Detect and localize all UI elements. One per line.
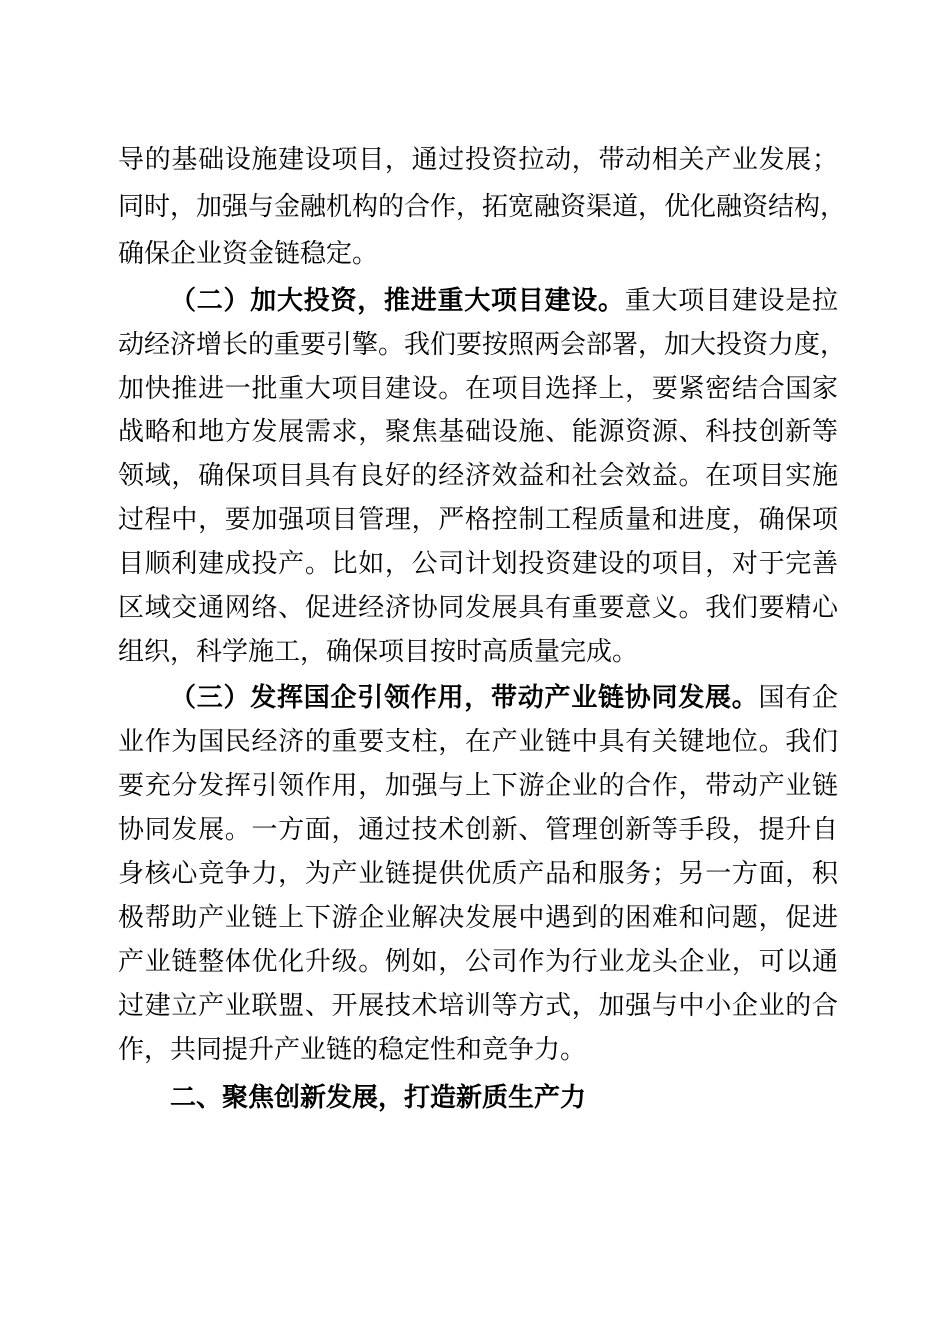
paragraph-heading: （三）发挥国企引领作用，带动产业链协同发展。: [170, 683, 759, 713]
text-line: 要充分发挥引领作用，加强与上下游企业的合作，带动产业链: [118, 771, 838, 801]
paragraph-first-line: [170, 283, 838, 319]
paragraph-first-line: [170, 680, 838, 716]
text-line: 动经济增长的重要引擎。我们要按照两会部署，加大投资力度，: [118, 330, 847, 360]
text-line: 协同发展。一方面，通过技术创新、管理创新等手段，提升自: [118, 815, 838, 845]
text-line: 确保企业资金链稳定。: [118, 239, 379, 269]
text-line: 作，共同提升产业链的稳定性和竞争力。: [118, 1035, 587, 1065]
text-line: 产业链整体优化升级。例如，公司作为行业龙头企业，可以通: [118, 947, 838, 977]
text-line: 业作为国民经济的重要支柱，在产业链中具有关键地位。我们: [118, 727, 838, 757]
text-line: 同时，加强与金融机构的合作，拓宽融资渠道，优化融资结构，: [118, 192, 847, 222]
text-line: 目顺利建成投产。比如，公司计划投资建设的项目，对于完善: [118, 549, 838, 579]
text-line: 导的基础设施建设项目，通过投资拉动，带动相关产业发展；: [118, 145, 838, 175]
text-line: 区域交通网络、促进经济协同发展具有重要意义。我们要精心: [118, 593, 838, 623]
text-line: 领域，确保项目具有良好的经济效益和社会效益。在项目实施: [118, 461, 838, 491]
text-line: 过建立产业联盟、开展技术培训等方式，加强与中小企业的合: [118, 991, 838, 1021]
text-line: 战略和地方发展需求，聚焦基础设施、能源资源、科技创新等: [118, 417, 838, 447]
text-line: 身核心竞争力，为产业链提供优质产品和服务；另一方面，积: [118, 859, 838, 889]
text-line: 过程中，要加强项目管理，严格控制工程质量和进度，确保项: [118, 505, 838, 535]
paragraph-heading: （二）加大投资，推进重大项目建设。: [170, 286, 625, 316]
section-heading: 二、聚焦创新发展，打造新质生产力: [170, 1083, 587, 1113]
text-line: 加快推进一批重大项目建设。在项目选择上，要紧密结合国家: [118, 374, 838, 404]
paragraph-text: 国有企: [758, 683, 838, 713]
text-line: 组织，科学施工，确保项目按时高质量完成。: [118, 637, 639, 667]
text-line: 极帮助产业链上下游企业解决发展中遇到的困难和问题，促进: [118, 903, 838, 933]
paragraph-text: 重大项目建设是拉: [624, 286, 838, 316]
